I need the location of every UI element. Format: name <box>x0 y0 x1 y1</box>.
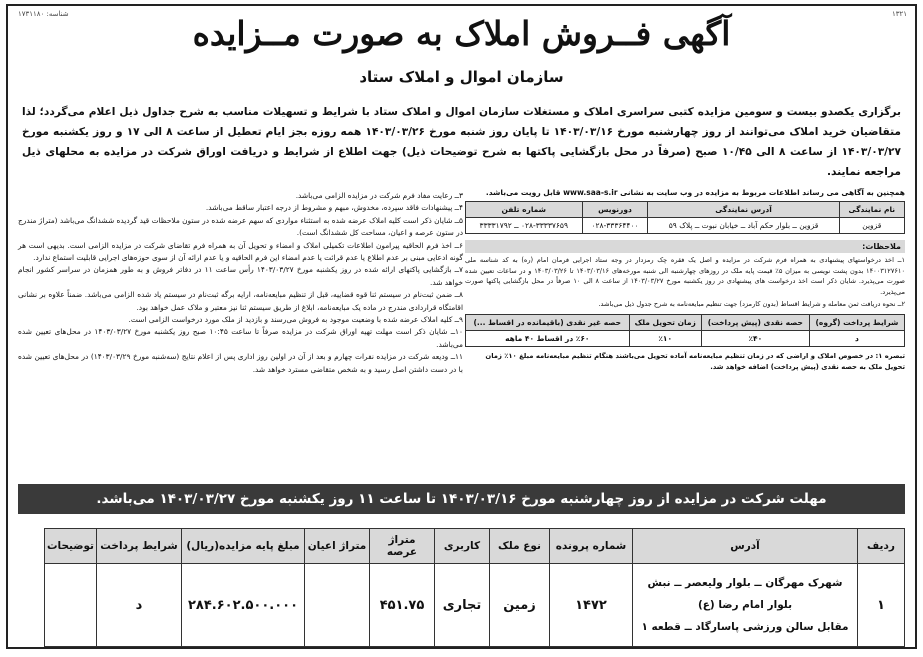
list-item: ۵ــ شایان ذکر است کلیه املاک عرضه شده به استثناء مواردی که سهم عرضه شده در ستون ملاحظات قید گردیده ششدانگ می‌باشد (متراژ مندرج در ستون عرصه و اعیان، مساحت کل ششدانگ است). <box>18 215 463 238</box>
rep-fax: ۰۲۸-۳۳۳۶۴۴۰۰ <box>582 218 648 234</box>
address-line: مقابل سالن ورزشی پاسارگاد ــ قطعه ۱ <box>641 621 849 633</box>
col-usage: کاربری <box>435 529 490 564</box>
col-property-type: نوع ملک <box>490 529 550 564</box>
cell-base-price: ۲۸۴.۶۰۲.۵۰۰.۰۰۰ <box>182 564 305 647</box>
cell-payment-terms: د <box>97 564 182 647</box>
auction-notice-page <box>6 4 917 649</box>
rep-name: قزوین <box>839 218 904 234</box>
list-item: ۶ــ اخذ فرم الحاقیه پیرامون اطلاعات تکمیلی املاک و امضاء و تحویل آن به همراه فرم تقاضای شرکت در مزایده الزامی است. بدیهی است هر گونه ادعایی مبنی بر عدم اطلاع یا عدم قرائت یا عدم امضاء این فرم الحاقیه و یا عدم ارائه آن از سوی حوزه‌های اجرایی قابلیت استماع ندارد. <box>18 240 463 263</box>
footnote: تبصره ۱: در خصوص املاک و اراضی که در زمان تنظیم مبایعه‌نامه آماده تحویل می‌باشند هنگام تنظیم مبایعه‌نامه مبلغ ۱۰٪ زمان تحویل ملک به حصه نقدی (پیش پرداخت) اضافه خواهد شد. <box>485 351 905 371</box>
rep-address: قزوین ــ بلوار حکم آباد ــ خیابان نبوت ــ پلاک ۵۹ <box>648 218 839 234</box>
col-description: توضیحات <box>44 529 96 564</box>
list-item: ۴ــ پیشنهادات فاقد سپرده، مخدوش، مبهم و مشروط از درجه اعتبار ساقط می‌باشد. <box>205 203 463 213</box>
cell-land-area: ۴۵۱.۷۵ <box>370 564 435 647</box>
cell-usage: تجاری <box>435 564 490 647</box>
col-address: آدرس <box>633 529 858 564</box>
deadline-banner: مهلت شرکت در مزایده از روز چهارشنبه مورخ ۱۴۰۳/۰۳/۱۶ تا ساعت ۱۱ روز یکشنبه مورخ ۱۴۰۳/۰۳/۲۷ می‌باشد. <box>18 484 905 514</box>
right-column <box>465 188 905 373</box>
col-building-area: متراژ اعیان <box>305 529 370 564</box>
col-rep-name: نام نمایندگی <box>839 202 904 218</box>
col-pay-delivery: زمان تحویل ملک <box>629 314 701 330</box>
cell-address <box>633 564 858 647</box>
left-column <box>18 190 463 376</box>
col-base-price: مبلغ پایه مزایده(ریال) <box>182 529 305 564</box>
pay-cash: ٪۴۰ <box>701 330 809 346</box>
list-item: ۹ــ کلیه املاک عرضه شده با وضعیت موجود به فروش می‌رسند و بازدید از ملک مورد درخواست الزامی است. <box>128 315 463 325</box>
cell-building-area <box>305 564 370 647</box>
table-row <box>44 564 904 647</box>
notes-list <box>465 255 905 310</box>
note-item: ۱ــ اخذ درخواستهای پیشنهادی به همراه فرم شرکت در مزایده و اصل یک فقره چک رمزدار در وجه ستاد اجرایی فرمان امام (ره) به کد شناسه ملی ۱۴۰۰۳۱۲۷۶۱۰ بدون پشت نویسی به میزان ۵٪ قیمت پایه ملک در روزهای چهارشنبه الی شنبه مورخه‌های ۱۴۰۳/۰۳/۱۶ تا ۱۴۰۳/۰۳/۲۶ و در ساعات تعیین شده صورت می‌پذیرد. شایان ذکر است اخذ درخواست های پیشنهادی در روز یکشنبه مورخ ۱۴۰۳/۰۳/۲۷ از ساعت ۸ الی ۱۰ صرفاً در محل بازگشایی پاکتها صورت می‌پذیرد. <box>465 256 906 296</box>
cell-file-number: ۱۴۷۲ <box>550 564 633 647</box>
col-row: ردیف <box>858 529 905 564</box>
notice-title: آگهی فــروش املاک به صورت مــزایده <box>192 14 731 53</box>
col-file-number: شماره پرونده <box>550 529 633 564</box>
col-payment-terms: شرایط پرداخت <box>97 529 182 564</box>
list-item: ۱۱ــ ودیعه شرکت در مزایده نفرات چهارم و بعد از آن در اولین روز اداری پس از اعلام نتایج (سه‌شنبه مورخ ۱۴۰۳/۰۳/۲۹) در محل‌های تعیین شده با در دست داشتن اصل رسید و به شخص متقاضی مسترد خواهد شد. <box>18 352 463 374</box>
list-item: ۷ــ بازگشایی پاکتهای ارائه شده در روز یکشنبه مورخ ۱۴۰۳/۰۳/۲۷ رأس ساعت ۱۱ در دفاتر فروش و به طور همزمان در سراسر کشور انجام خواهد شد. <box>18 265 463 287</box>
organization-name: سازمان اموال و املاک ستاد <box>359 68 564 86</box>
cell-description <box>44 564 96 647</box>
page-number: ۱۳۲۱ <box>891 10 907 18</box>
col-rep-fax: دورنویس <box>582 202 648 218</box>
address-line: شهرک مهرگان ــ بلوار ولیعصر ــ نبش بلوار امام رضا (ع) <box>647 577 843 611</box>
list-item: ۱۰ــ شایان ذکر است مهلت تهیه اوراق شرکت در مزایده صرفاً تا ساعت ۱۰:۴۵ صبح روز یکشنبه مورخ ۱۴۰۳/۰۳/۲۷ در محل‌های تعیین شده می‌باشد. <box>18 327 463 349</box>
list-item: ۸ــ ضمن ثبت‌نام در سیستم ثنا قوه قضاییه، قبل از تنظیم مبایعه‌نامه، ارایه برگه ثبت‌نام در سیستم یاد شده الزامی می‌باشد. ضمناً علاوه بر نشانی اقامتگاه قراردادی مندرج در ماده یک مبایعه‌نامه، ابلاغ از طریق سیستم ثنا نیز معتبر و ملاک عمل خواهد بود. <box>18 290 463 312</box>
representative-table <box>465 201 905 234</box>
pay-group: د <box>809 330 904 346</box>
rep-phone: ۰۲۸-۳۳۳۳۷۶۵۹ ــ ۳۳۳۳۱۷۹۲ <box>466 218 583 234</box>
table-row <box>466 330 905 346</box>
col-pay-group: شرایط پرداخت (گروه) <box>809 314 904 330</box>
website-notice: همچنین به آگاهی می رساند اطلاعات مربوط به مزایده در وب سایت به نشانی www.saa-s.ir قابل رویت می‌باشد. <box>485 188 905 197</box>
col-rep-address: آدرس نمایندگی <box>648 202 839 218</box>
col-land-area: متراژ عرصه <box>370 529 435 564</box>
note-item: ۲ــ نحوه دریافت ثمن معامله و شرایط اقساط (بدون کارمزد) جهت تنظیم مبایعه‌نامه به شرح جدول ذیل می‌باشد. <box>598 300 905 308</box>
col-pay-installment: حصه غیر نقدی (باقیمانده در اقساط ...) <box>466 314 630 330</box>
property-table <box>44 528 905 647</box>
col-rep-phone: شماره تلفن <box>466 202 583 218</box>
payment-table <box>465 314 905 347</box>
cell-property-type: زمین <box>490 564 550 647</box>
notice-reference: شناسه: ۱۷۳۱۱۸۰ <box>18 10 69 18</box>
pay-installment: ٪۶۰ در اقساط ۴۰ ماهه <box>466 330 630 346</box>
cell-index: ۱ <box>858 564 905 647</box>
intro-paragraph: برگزاری یکصدو بیست و سومین مزایده کتبی سراسری املاک و مستغلات سازمان اموال و املاک ستاد با شرایط و تسهیلات مناسب به شرح جداول ذیل اعلام می‌گردد؛ لذا متقاضیان خرید املاک می‌توانند از روز چهارشنبه مورخ ۱۴۰۳/۰۳/۱۶ تا پایان روز شنبه مورخ ۱۴۰۳/۰۳/۲۶ همه روزه بجز ایام تعطیل از ساعت ۸ الی ۱۷ و روز یکشنبه مورخ ۱۴۰۳/۰۳/۲۷ از ساعت ۸ الی ۱۰/۴۵ صبح (صرفاً در محل بازگشایی پاکتها به شرح توضیحات ذیل) جهت اطلاع از شرایط و دریافت اوراق شرکت در مزایده به محلهای ذیل مراجعه نمایند. <box>22 106 901 178</box>
col-pay-cash: حصه نقدی (پیش پرداخت) <box>701 314 809 330</box>
list-item: ۳ــ رعایت مفاد فرم شرکت در مزایده الزامی می‌باشد. <box>295 191 463 200</box>
table-row <box>466 218 905 234</box>
pay-delivery: ٪۱۰ <box>629 330 701 346</box>
notes-heading: ملاحظات: <box>465 240 905 253</box>
